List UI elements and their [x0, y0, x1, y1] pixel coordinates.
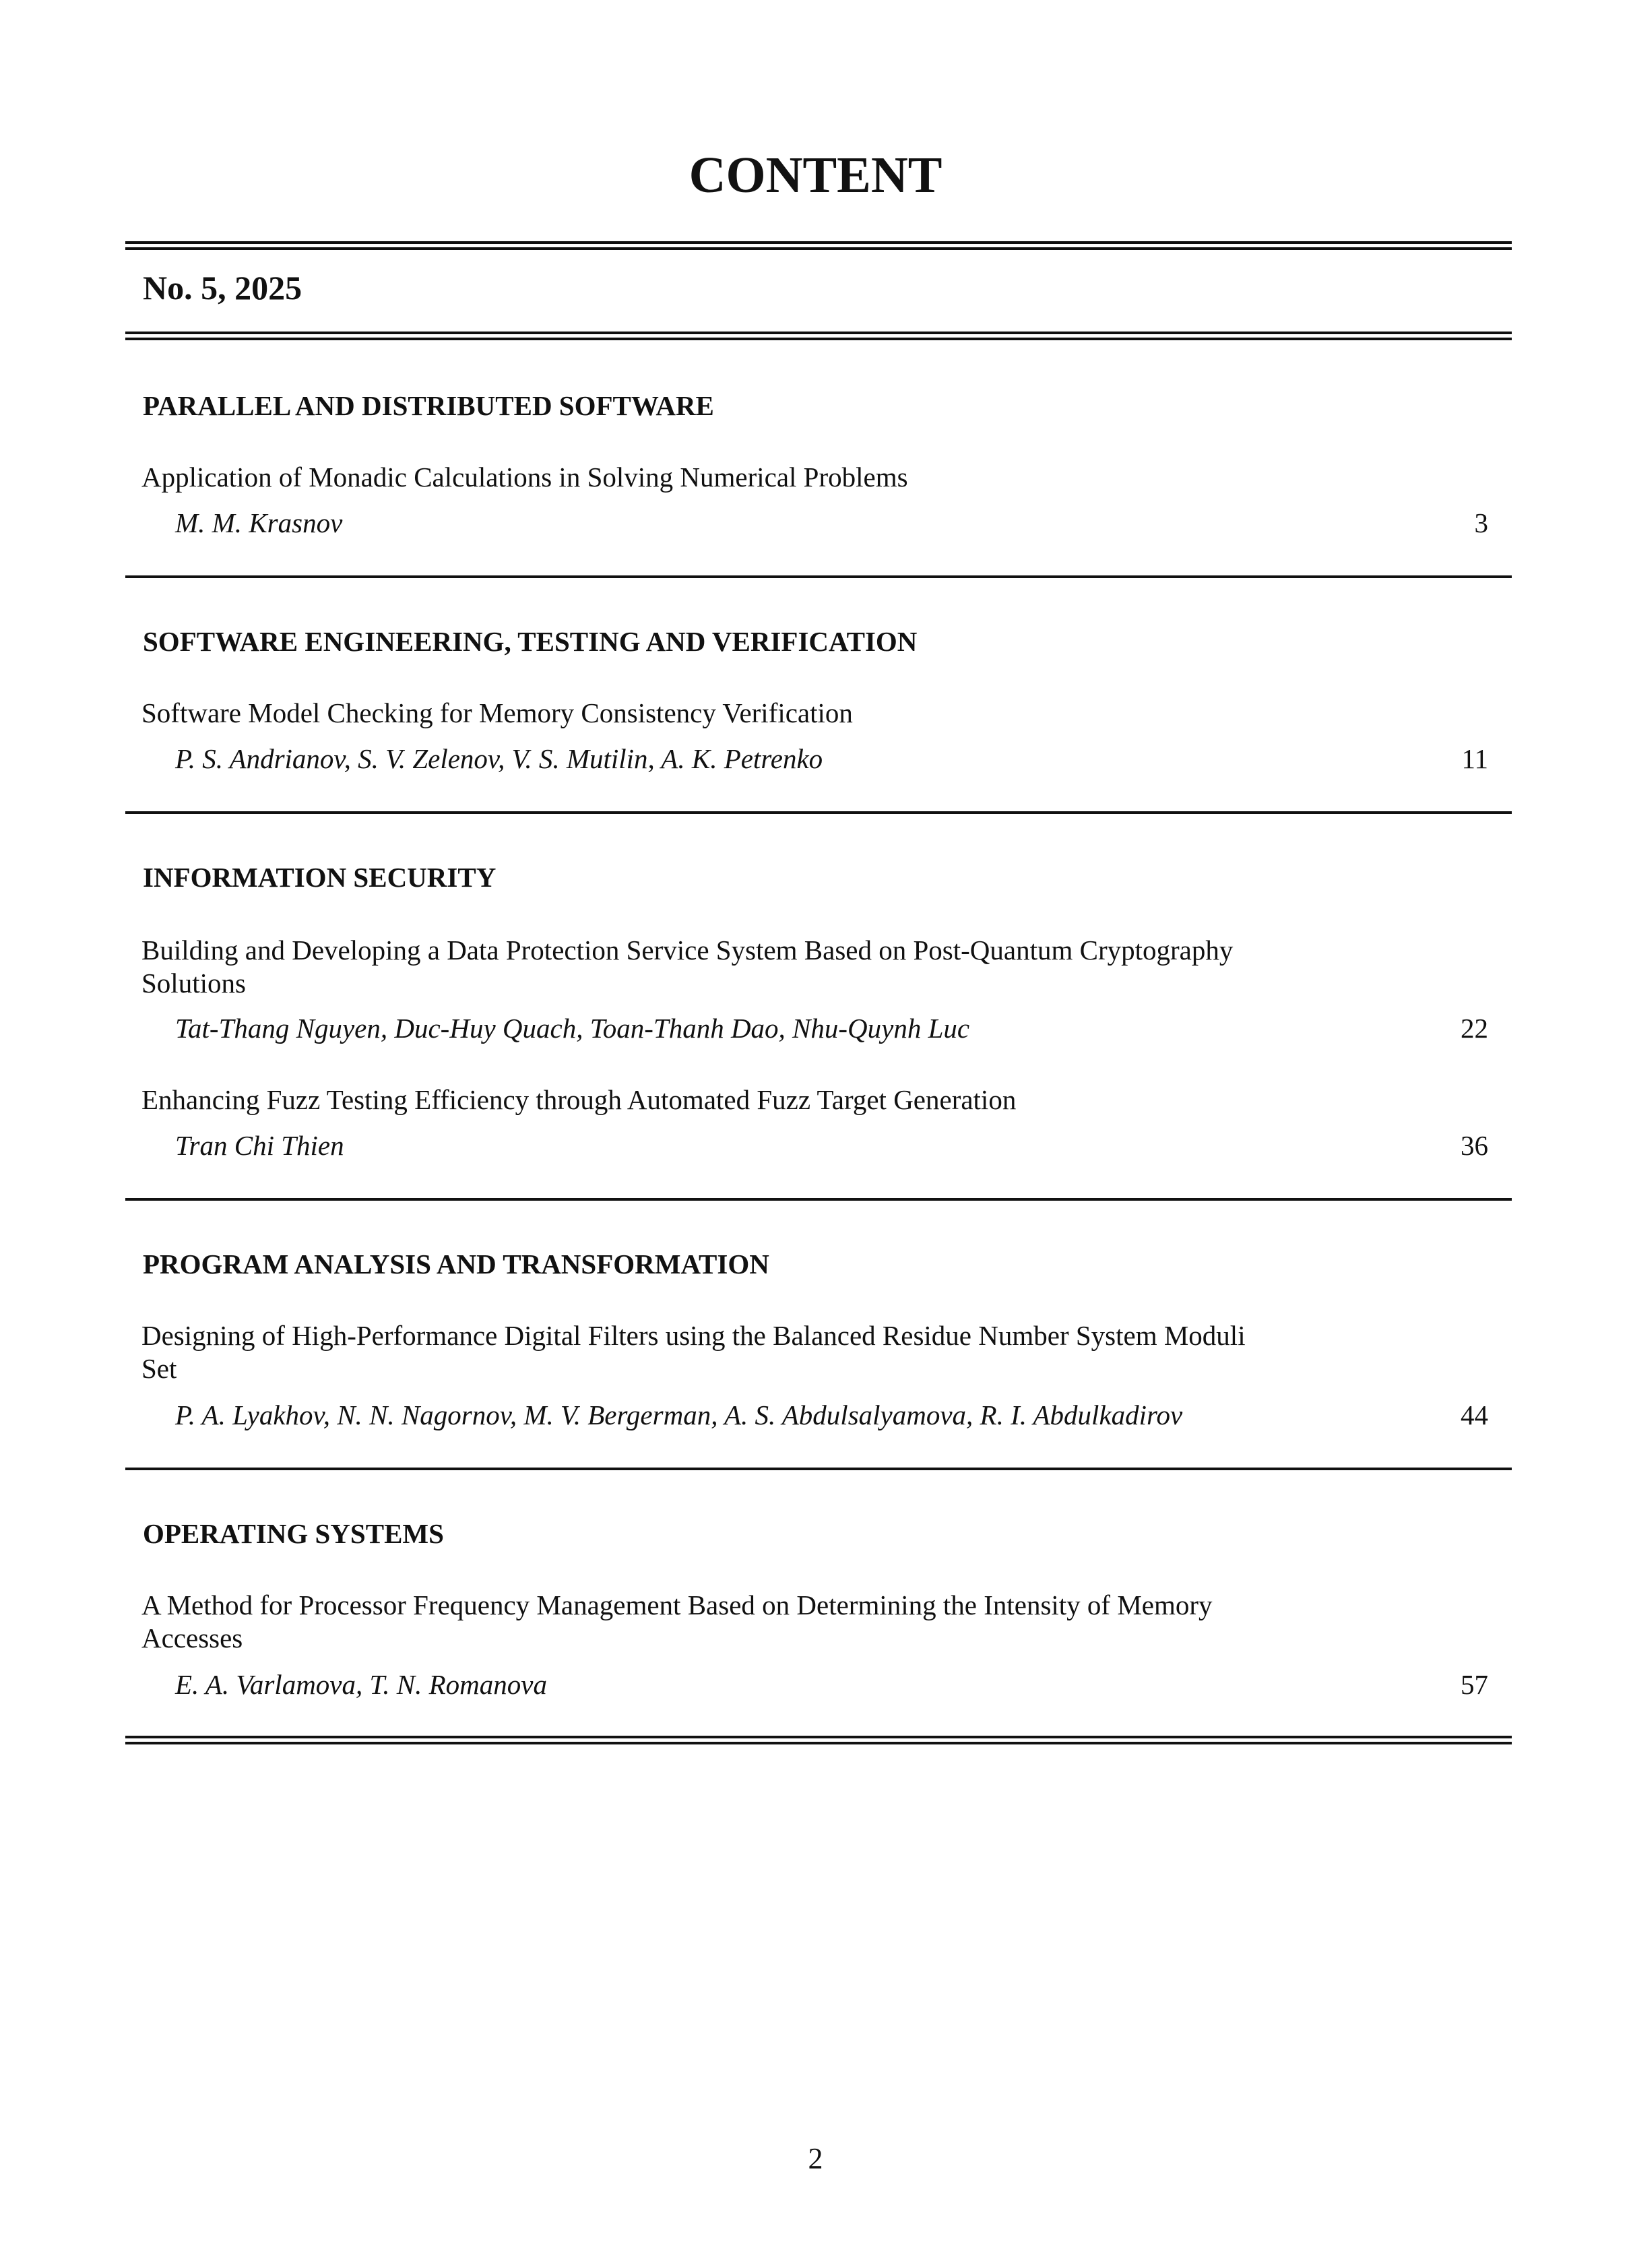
section-heading: INFORMATION SECURITY [143, 862, 497, 893]
article-page-number: 3 [1474, 507, 1488, 538]
top-double-rule [125, 241, 1512, 250]
issue-label: No. 5, 2025 [143, 269, 302, 307]
article-title: Enhancing Fuzz Testing Efficiency through Automated Fuzz Target Generation [141, 1084, 1017, 1115]
article-title: A Method for Processor Frequency Management Based on Determining the Intensity of Memory Accesses [141, 1589, 1213, 1653]
page-folio: 2 [808, 2142, 823, 2175]
section-divider [125, 575, 1512, 578]
section-divider [125, 1198, 1512, 1201]
article-page-number: 11 [1461, 743, 1488, 774]
section-heading: PROGRAM ANALYSIS AND TRANSFORMATION [143, 1249, 769, 1280]
article-title: Building and Developing a Data Protection Service System Based on Post-Quantum Cryptography Solutions [141, 935, 1234, 999]
article-authors: M. M. Krasnov [175, 507, 343, 538]
section-heading: PARALLEL AND DISTRIBUTED SOFTWARE [143, 390, 714, 421]
bottom-double-rule [125, 1736, 1512, 1744]
section-heading: OPERATING SYSTEMS [143, 1518, 444, 1549]
article-page-number: 44 [1461, 1399, 1488, 1430]
article-authors: Tat-Thang Nguyen, Duc-Huy Quach, Toan-Thanh Dao, Nhu-Quynh Luc [175, 1013, 970, 1044]
article-title: Application of Monadic Calculations in Solving Numerical Problems [141, 462, 908, 493]
article-authors: P. A. Lyakhov, N. N. Nagornov, M. V. Bergerman, A. S. Abdulsalyamova, R. I. Abdulkadirov [175, 1399, 1183, 1430]
article-authors: P. S. Andrianov, S. V. Zelenov, V. S. Mutilin, A. K. Petrenko [175, 743, 823, 774]
section-divider [125, 1468, 1512, 1470]
page-title: CONTENT [689, 147, 942, 203]
article-title: Software Model Checking for Memory Consistency Verification [141, 697, 853, 728]
issue-double-rule [125, 332, 1512, 340]
article-page-number: 57 [1461, 1669, 1488, 1700]
article-page-number: 22 [1461, 1013, 1488, 1044]
section-heading: SOFTWARE ENGINEERING, TESTING AND VERIFICATION [143, 626, 918, 657]
article-title: Designing of High-Performance Digital Filters using the Balanced Residue Number System Moduli Set [141, 1320, 1246, 1384]
section-divider [125, 811, 1512, 814]
article-authors: Tran Chi Thien [175, 1130, 344, 1161]
article-authors: E. A. Varlamova, T. N. Romanova [175, 1669, 547, 1700]
article-page-number: 36 [1461, 1130, 1488, 1161]
